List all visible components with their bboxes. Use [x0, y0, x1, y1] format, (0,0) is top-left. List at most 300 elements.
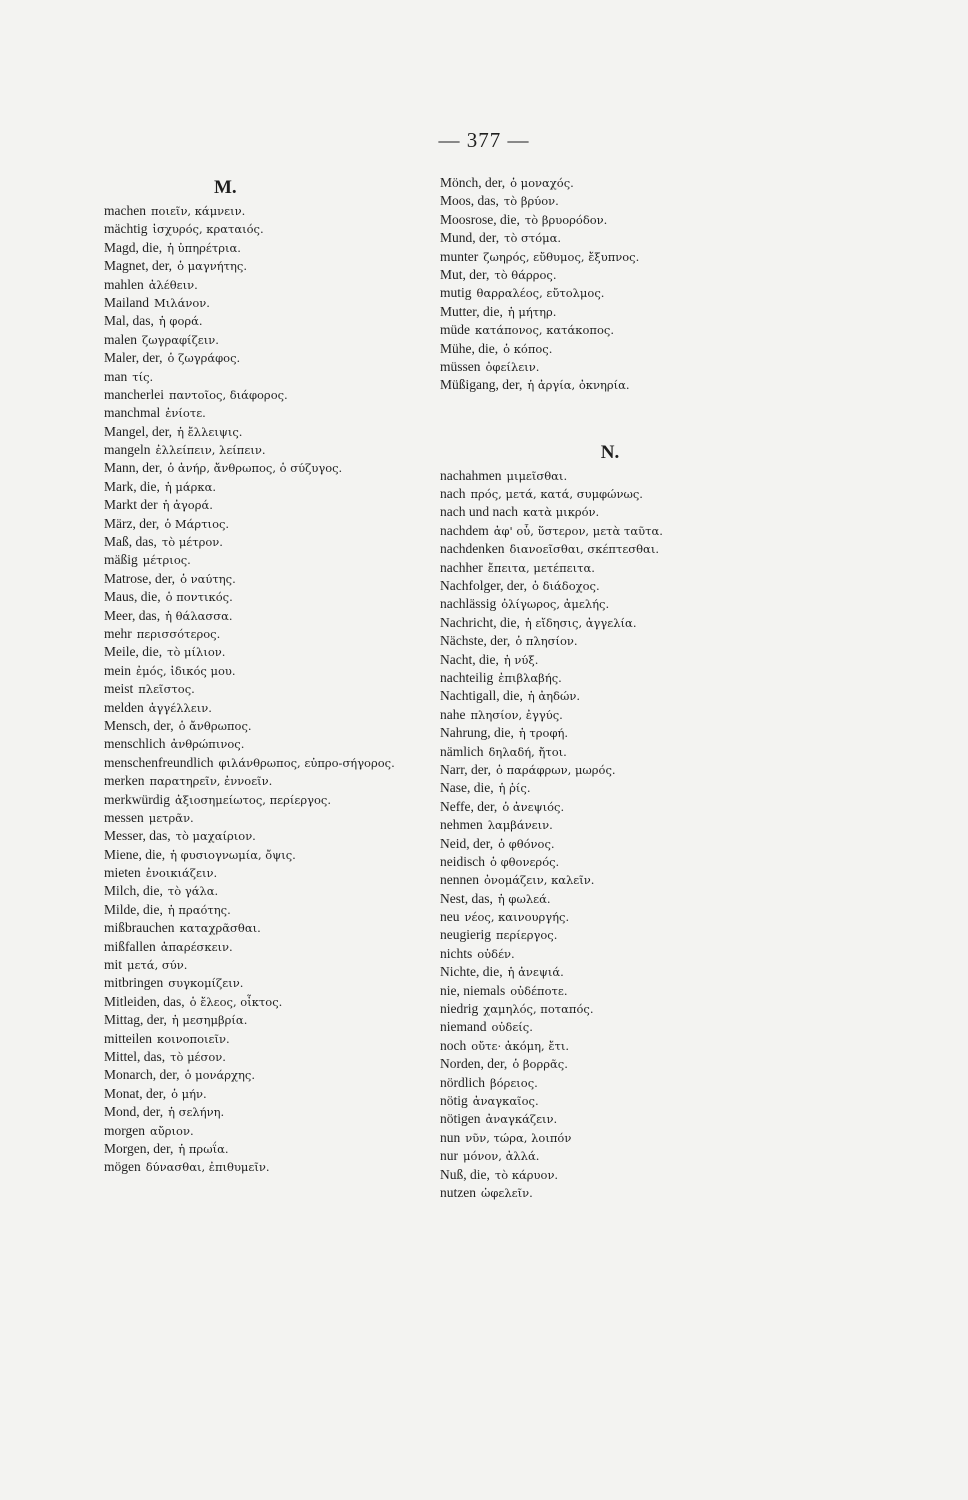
- headword: messen: [104, 809, 144, 825]
- headword: manchmal: [104, 405, 161, 421]
- dictionary-entry: [104, 331, 434, 349]
- greek-translation: τὸ μέτρον.: [161, 535, 223, 550]
- dictionary-entry: [440, 1129, 770, 1147]
- dictionary-entry: [440, 651, 770, 669]
- dictionary-entry: [104, 368, 434, 386]
- dictionary-entry: [440, 963, 770, 981]
- greek-translation: ἡ πρωΐα.: [178, 1141, 229, 1156]
- greek-translation: Μιλάνον.: [154, 295, 210, 310]
- dictionary-entry: [440, 1092, 770, 1110]
- headword: Mensch, der,: [104, 717, 174, 733]
- greek-translation: τὸ θάρρος.: [494, 267, 557, 282]
- headword: Meer, das,: [104, 607, 161, 623]
- greek-translation: ὁ φθόνος.: [498, 836, 555, 851]
- greek-translation: ὁ πλησίον.: [515, 634, 578, 649]
- dictionary-entry: [440, 1000, 770, 1018]
- greek-translation: ὁ ἔλεος, οἶκτος.: [189, 994, 283, 1009]
- greek-translation: ἀνθρώπινος.: [170, 737, 245, 752]
- headword: mißbrauchen: [104, 920, 175, 936]
- dictionary-entry: [440, 174, 770, 192]
- dictionary-entry: [440, 761, 770, 779]
- headword: nun: [440, 1129, 461, 1145]
- greek-translation: ὁ ποντικός.: [165, 590, 233, 605]
- dictionary-entry: [104, 956, 434, 974]
- greek-translation: ποιεῖν, κάμνειν.: [150, 204, 246, 218]
- headword: Narr, der,: [440, 761, 492, 777]
- headword: Milch, die,: [104, 883, 163, 899]
- dictionary-entry: [440, 192, 770, 210]
- greek-translation: ζωηρός, εὔθυμος, ἔξυπνος.: [483, 249, 640, 264]
- dictionary-entry: [440, 614, 770, 632]
- dictionary-entry: [104, 459, 434, 477]
- dictionary-entry: [440, 669, 770, 687]
- greek-translation: ἡ ἔλλειψις.: [177, 424, 243, 439]
- headword: mancherlei: [104, 386, 164, 402]
- greek-translation: μιμεῖσθαι.: [506, 468, 568, 483]
- headword: nahe: [440, 706, 466, 722]
- dictionary-entry: [440, 945, 770, 963]
- dictionary-entry: [440, 321, 770, 339]
- headword: Maß, das,: [104, 534, 157, 550]
- dictionary-entry: [104, 607, 434, 625]
- headword: Mark, die,: [104, 478, 160, 494]
- headword: Mond, der,: [104, 1104, 164, 1120]
- right-entry-list: [440, 467, 770, 1203]
- greek-translation: ἡ φυσιογνωμία, ὄψις.: [170, 847, 296, 862]
- dictionary-entry: [104, 551, 434, 569]
- greek-translation: ὁ Μάρτιος.: [164, 516, 230, 531]
- headword: Mitleiden, das,: [104, 993, 185, 1009]
- greek-translation: λαμβάνειν.: [487, 818, 553, 833]
- headword: mögen: [104, 1159, 141, 1175]
- dictionary-entry: [104, 588, 434, 606]
- headword: nennen: [440, 872, 479, 888]
- headword: Neid, der,: [440, 835, 494, 851]
- headword: Neffe, der,: [440, 798, 498, 814]
- dictionary-entry: [440, 376, 770, 394]
- dictionary-entry: [104, 846, 434, 864]
- greek-translation: ἀγγέλλειν.: [148, 700, 212, 715]
- greek-translation: δύνασθαι, ἐπιθυμεῖν.: [145, 1160, 270, 1175]
- greek-translation: ἡ θάλασσα.: [165, 608, 233, 623]
- dictionary-entry: [104, 1048, 434, 1066]
- dictionary-entry: [104, 1085, 434, 1103]
- headword: melden: [104, 699, 144, 715]
- dictionary-entry: [104, 717, 434, 735]
- greek-translation: ὠφελεῖν.: [481, 1185, 533, 1200]
- headword: Nase, die,: [440, 780, 494, 796]
- dictionary-entry: [440, 540, 770, 558]
- greek-translation: μέτριος.: [142, 553, 191, 568]
- dictionary-entry: [440, 706, 770, 724]
- greek-translation: ὁ κόπος.: [503, 341, 553, 356]
- greek-translation: ὁ φθονερός.: [490, 854, 560, 869]
- greek-translation: τὸ γάλα.: [167, 884, 219, 899]
- headword: müde: [440, 322, 470, 338]
- headword: Nachtigall, die,: [440, 688, 523, 704]
- dictionary-entry: [104, 625, 434, 643]
- headword: Matrose, der,: [104, 570, 176, 586]
- dictionary-entry: [104, 294, 434, 312]
- headword: mißfallen: [104, 938, 156, 954]
- greek-translation: μόνον, ἀλλά.: [463, 1149, 540, 1164]
- dictionary-entry: [440, 467, 770, 485]
- dictionary-entry: [104, 901, 434, 919]
- greek-translation: οὐδέν.: [477, 946, 515, 961]
- headword: nachteilig: [440, 669, 494, 685]
- headword: merken: [104, 773, 145, 789]
- headword: mutig: [440, 285, 472, 301]
- headword: nichts: [440, 945, 473, 961]
- headword: nördlich: [440, 1074, 485, 1090]
- dictionary-entry: [104, 1030, 434, 1048]
- greek-translation: ἀπαρέσκειν.: [160, 939, 233, 954]
- dictionary-entry: [440, 1074, 770, 1092]
- greek-translation: τὸ μίλιον.: [167, 645, 226, 660]
- greek-translation: κατάπονος, κατάκοπος.: [475, 323, 614, 338]
- greek-translation: οὐδέποτε.: [510, 983, 568, 998]
- headword: Nuß, die,: [440, 1166, 490, 1182]
- dictionary-entry: [440, 1037, 770, 1055]
- dictionary-entry: [104, 1103, 434, 1121]
- headword: Markt der: [104, 497, 158, 513]
- greek-translation: ἐλλείπειν, λείπειν.: [155, 443, 266, 458]
- dictionary-entry: [104, 441, 434, 459]
- greek-translation: θαρραλέος, εὔτολμος.: [476, 286, 605, 301]
- dictionary-entry: [440, 248, 770, 266]
- headword: Mönch, der,: [440, 175, 506, 190]
- headword: nötig: [440, 1092, 468, 1108]
- headword: Mailand: [104, 294, 149, 310]
- section-heading-m: M.: [214, 177, 237, 198]
- headword: mäßig: [104, 552, 138, 568]
- headword: noch: [440, 1037, 467, 1053]
- greek-translation: τὸ μαχαίριον.: [175, 829, 256, 844]
- headword: Magnet, der,: [104, 258, 173, 274]
- greek-translation: ὁ ἀνεψιός.: [502, 799, 565, 814]
- greek-translation: ἐνίοτε.: [165, 406, 206, 421]
- headword: Meile, die,: [104, 644, 163, 660]
- headword: mächtig: [104, 221, 148, 237]
- dictionary-entry: [440, 835, 770, 853]
- dictionary-entry: [440, 1184, 770, 1202]
- dictionary-entry: [104, 643, 434, 661]
- greek-translation: τὸ βρυορόδον.: [524, 212, 608, 227]
- greek-translation: ἡ μήτηρ.: [507, 304, 557, 319]
- left-column: [104, 174, 434, 1177]
- dictionary-entry: [440, 522, 770, 540]
- greek-translation: δηλαδή, ἤτοι.: [488, 744, 567, 759]
- headword: Mund, der,: [440, 230, 500, 246]
- greek-translation: ἐπιβλαβής.: [498, 670, 562, 685]
- headword: Nacht, die,: [440, 651, 499, 667]
- dictionary-entry: [440, 908, 770, 926]
- dictionary-entry: [104, 754, 434, 772]
- greek-translation: ὁ διάδοχος.: [532, 579, 600, 594]
- dictionary-entry: [104, 1140, 434, 1158]
- dictionary-entry: [440, 503, 770, 521]
- greek-translation: ὁ ἀνήρ, ἄνθρωπος, ὁ σύζυγος.: [167, 461, 343, 476]
- headword: Morgen, der,: [104, 1140, 174, 1156]
- headword: mein: [104, 662, 131, 678]
- greek-translation: ἡ τροφή.: [518, 726, 569, 741]
- dictionary-entry: [104, 312, 434, 330]
- dictionary-entry: [104, 276, 434, 294]
- headword: nach: [440, 486, 466, 502]
- headword: niemand: [440, 1019, 487, 1035]
- headword: Mut, der,: [440, 266, 490, 282]
- headword: nehmen: [440, 817, 483, 833]
- headword: Monat, der,: [104, 1085, 167, 1101]
- headword: neugierig: [440, 927, 491, 943]
- right-top-entry-list: [440, 174, 770, 395]
- section-heading-n: N.: [600, 441, 620, 463]
- greek-translation: ἡ φωλεά.: [497, 891, 551, 906]
- greek-translation: ὁ μαγνήτης.: [177, 259, 247, 274]
- dictionary-entry: [104, 570, 434, 588]
- headword: neu: [440, 909, 460, 925]
- dictionary-entry: [440, 577, 770, 595]
- greek-translation: ἡ ἀγορά.: [162, 498, 213, 513]
- dictionary-entry: [440, 798, 770, 816]
- dictionary-entry: [440, 284, 770, 302]
- dictionary-entry: [440, 632, 770, 650]
- headword: Mal, das,: [104, 313, 154, 329]
- greek-translation: περισσότερος.: [136, 626, 221, 641]
- greek-translation: ἀλέθειν.: [148, 277, 198, 292]
- greek-translation: ἡ φορά.: [158, 314, 203, 329]
- dictionary-entry: [440, 724, 770, 742]
- dictionary-entry: [104, 993, 434, 1011]
- headword: Maler, der,: [104, 350, 163, 366]
- dictionary-entry: [440, 816, 770, 834]
- headword: Mittel, das,: [104, 1048, 166, 1064]
- headword: Norden, der,: [440, 1056, 508, 1072]
- dictionary-entry: [440, 853, 770, 871]
- headword: Magd, die,: [104, 239, 163, 255]
- headword: menschenfreundlich: [104, 754, 214, 770]
- greek-translation: ἔπειτα, μετέπειτα.: [487, 560, 595, 575]
- greek-translation: πλησίον, ἐγγύς.: [470, 707, 563, 722]
- headword: nur: [440, 1148, 458, 1164]
- headword: mahlen: [104, 276, 144, 292]
- headword: Mangel, der,: [104, 423, 173, 439]
- greek-translation: ἡ ἀηδών.: [527, 689, 581, 704]
- dictionary-entry: [104, 919, 434, 937]
- greek-translation: ὁ παράφρων, μωρός.: [496, 762, 616, 777]
- greek-translation: ἡ μεσημβρία.: [171, 1013, 248, 1028]
- dictionary-entry: [440, 559, 770, 577]
- greek-translation: μετά, σύν.: [127, 958, 188, 973]
- greek-translation: χαμηλός, ποταπός.: [483, 1002, 594, 1017]
- greek-translation: ἀναγκαῖος.: [472, 1093, 539, 1108]
- greek-translation: περίεργος.: [495, 928, 558, 943]
- dictionary-entry: [104, 220, 434, 238]
- headword: mit: [104, 957, 123, 973]
- headword: Nichte, die,: [440, 964, 503, 980]
- dictionary-entry: [104, 239, 434, 257]
- dictionary-entry: [440, 229, 770, 247]
- greek-translation: παντοῖος, διάφορος.: [168, 387, 288, 402]
- headword: Nahrung, die,: [440, 725, 514, 741]
- greek-translation: τὸ στόμα.: [504, 231, 562, 246]
- headword: man: [104, 368, 128, 384]
- greek-translation: νῦν, τώρα, λοιπόν: [465, 1130, 572, 1145]
- dictionary-entry: [104, 423, 434, 441]
- headword: nie, niemals: [440, 982, 506, 998]
- headword: machen: [104, 203, 146, 218]
- greek-translation: τίς.: [132, 369, 154, 384]
- dictionary-entry: [104, 478, 434, 496]
- dictionary-entry: [104, 680, 434, 698]
- greek-translation: ζωγραφίζειν.: [142, 332, 219, 347]
- dictionary-entry: [440, 926, 770, 944]
- greek-translation: κατὰ μικρόν.: [522, 505, 600, 520]
- greek-translation: ἡ σελήνη.: [168, 1105, 225, 1120]
- greek-translation: ἡ ἀργία, ὀκνηρία.: [527, 378, 630, 393]
- dictionary-entry: [104, 386, 434, 404]
- dictionary-entry: [440, 485, 770, 503]
- greek-translation: ἡ πραότης.: [167, 902, 231, 917]
- dictionary-entry: [104, 662, 434, 680]
- headword: nach und nach: [440, 504, 518, 520]
- headword: müssen: [440, 358, 481, 374]
- greek-translation: ἀξιοσημείωτος, περίεργος.: [174, 792, 332, 807]
- dictionary-entry: [104, 827, 434, 845]
- dictionary-entry: [104, 1158, 434, 1176]
- headword: Nest, das,: [440, 890, 493, 906]
- dictionary-entry: [440, 1055, 770, 1073]
- headword: munter: [440, 248, 479, 264]
- headword: merkwürdig: [104, 791, 170, 807]
- dictionary-entry: [104, 533, 434, 551]
- dictionary-entry: [104, 864, 434, 882]
- dictionary-entry: [104, 735, 434, 753]
- greek-translation: ἐμός, ἰδικός μου.: [136, 663, 236, 678]
- dictionary-entry: [440, 982, 770, 1000]
- dictionary-entry: [104, 882, 434, 900]
- greek-translation: ὁ μοναχός.: [510, 176, 574, 190]
- greek-translation: ὀλίγωρος, ἀμελής.: [501, 597, 610, 612]
- dictionary-entry: [440, 871, 770, 889]
- greek-translation: ὁ μονάρχης.: [184, 1068, 256, 1083]
- dictionary-entry: [440, 687, 770, 705]
- headword: Mühe, die,: [440, 340, 499, 356]
- headword: Mutter, die,: [440, 303, 503, 319]
- greek-translation: τὸ μέσον.: [170, 1049, 226, 1064]
- dictionary-entry: [440, 1018, 770, 1036]
- headword: Monarch, der,: [104, 1067, 180, 1083]
- greek-translation: τὸ κάρυον.: [494, 1167, 559, 1182]
- greek-translation: παρατηρεῖν, ἐννοεῖν.: [149, 774, 273, 789]
- greek-translation: ὁ ναύτης.: [180, 571, 236, 586]
- dictionary-entry: [440, 1110, 770, 1128]
- headword: nachher: [440, 559, 483, 575]
- headword: mieten: [104, 865, 141, 881]
- headword: mitteilen: [104, 1030, 152, 1046]
- headword: malen: [104, 331, 137, 347]
- greek-translation: ἡ ἀνεψιά.: [507, 965, 564, 980]
- headword: März, der,: [104, 515, 160, 531]
- dictionary-entry: [440, 1166, 770, 1184]
- greek-translation: συγκομίζειν.: [168, 976, 244, 991]
- dictionary-entry: [440, 303, 770, 321]
- dictionary-entry: [104, 772, 434, 790]
- headword: Messer, das,: [104, 828, 171, 844]
- greek-translation: καταχρᾶσθαι.: [179, 921, 261, 936]
- greek-translation: ὁ ζωγράφος.: [167, 351, 241, 366]
- greek-translation: πλεῖστος.: [138, 682, 195, 697]
- dictionary-entry: [440, 340, 770, 358]
- greek-translation: ὁ βορρᾶς.: [512, 1057, 568, 1072]
- dictionary-entry: [440, 890, 770, 908]
- dictionary-entry: [104, 202, 434, 220]
- dictionary-entry: [440, 211, 770, 229]
- headword: Müßigang, der,: [440, 377, 523, 393]
- headword: nutzen: [440, 1184, 476, 1200]
- dictionary-entry: [104, 699, 434, 717]
- dictionary-entry: [104, 349, 434, 367]
- dictionary-entry: [104, 496, 434, 514]
- dictionary-entry: [440, 595, 770, 613]
- greek-translation: ἀναγκάζειν.: [485, 1112, 558, 1127]
- headword: nämlich: [440, 743, 484, 759]
- headword: Moosrose, die,: [440, 211, 520, 227]
- headword: neidisch: [440, 853, 485, 869]
- dictionary-entry: [440, 743, 770, 761]
- greek-translation: φιλάνθρωπος, εὐπρο-σήγορος.: [218, 755, 395, 770]
- headword: Nachricht, die,: [440, 614, 520, 630]
- headword: Nachfolger, der,: [440, 578, 527, 594]
- dictionary-entry: [104, 974, 434, 992]
- dictionary-entry: [440, 358, 770, 376]
- greek-translation: οὐδείς.: [491, 1020, 533, 1035]
- greek-translation: βόρειος.: [490, 1075, 538, 1090]
- dictionary-entry: [440, 1147, 770, 1165]
- greek-translation: αὔριον.: [150, 1123, 194, 1138]
- greek-translation: ἡ μάρκα.: [164, 479, 217, 494]
- greek-translation: ὁ ἄνθρωπος.: [178, 718, 252, 733]
- headword: Miene, die,: [104, 846, 166, 862]
- greek-translation: ἡ ῥίς.: [498, 781, 531, 796]
- headword: nötigen: [440, 1111, 481, 1127]
- headword: menschlich: [104, 736, 166, 752]
- dictionary-entry: [104, 791, 434, 809]
- greek-translation: ἀφ' οὗ, ὕστερον, μετὰ ταῦτα.: [493, 523, 663, 538]
- headword: Mittag, der,: [104, 1012, 167, 1028]
- headword: nachdenken: [440, 541, 505, 557]
- headword: Nächste, der,: [440, 633, 511, 649]
- greek-translation: ἰσχυρός, κραταιός.: [152, 222, 264, 237]
- greek-translation: ὀνομάζειν, καλεῖν.: [483, 873, 595, 888]
- dictionary-entry: [104, 809, 434, 827]
- greek-translation: ἡ νύξ.: [503, 652, 539, 667]
- headword: Moos, das,: [440, 193, 499, 209]
- greek-translation: τὸ βρύον.: [503, 194, 559, 209]
- greek-translation: μετρᾶν.: [148, 810, 194, 825]
- dictionary-entry: [440, 266, 770, 284]
- headword: nachlässig: [440, 596, 497, 612]
- right-column: [440, 174, 770, 1202]
- headword: nachdem: [440, 522, 489, 538]
- dictionary-entry: [104, 515, 434, 533]
- greek-translation: οὔτε· ἀκόμη, ἔτι.: [471, 1038, 570, 1053]
- dictionary-entry: [104, 1066, 434, 1084]
- dictionary-entry: [104, 257, 434, 275]
- greek-translation: ἡ ὑπηρέτρια.: [167, 240, 241, 255]
- headword: Mann, der,: [104, 460, 163, 476]
- headword: meist: [104, 681, 134, 697]
